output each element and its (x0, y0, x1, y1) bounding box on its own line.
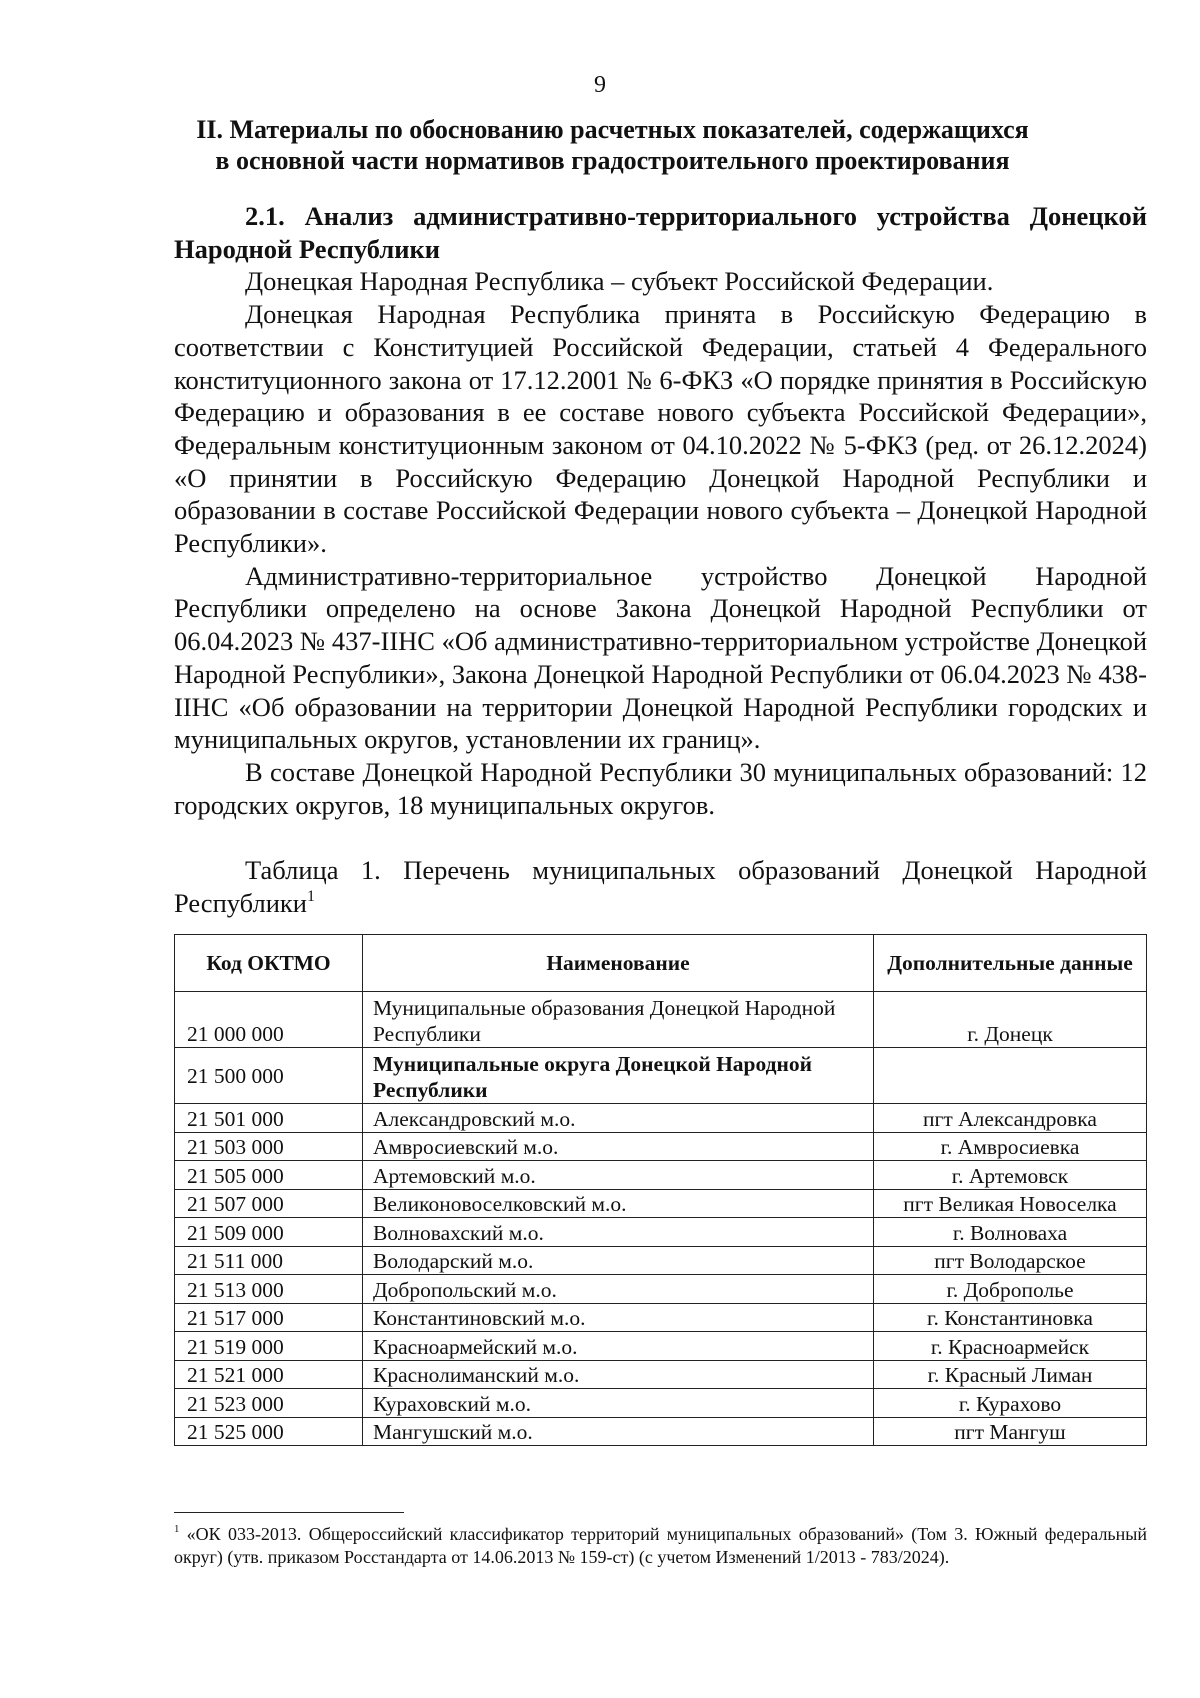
cell-name: Володарский м.о. (363, 1246, 874, 1275)
cell-name: Краснолиманский м.о. (363, 1360, 874, 1389)
cell-extra: г. Артемовск (874, 1161, 1147, 1190)
paragraph-4: В составе Донецкой Народной Республики 30 муниципальных образований: 12 городских округов, 18 муниципальных округов. (174, 756, 1147, 820)
cell-code: 21 505 000 (175, 1161, 363, 1190)
cell-code: 21 523 000 (175, 1389, 363, 1418)
section-title (160, 114, 1065, 176)
cell-code: 21 519 000 (175, 1332, 363, 1361)
table-row (175, 1303, 1147, 1332)
cell-extra: г. Курахово (874, 1389, 1147, 1418)
cell-code: 21 503 000 (175, 1132, 363, 1161)
header-code: Код ОКТМО (175, 935, 363, 992)
cell-name: Константиновский м.о. (363, 1303, 874, 1332)
cell-code: 21 517 000 (175, 1303, 363, 1332)
table-row (175, 1246, 1147, 1275)
cell-extra: г. Красноармейск (874, 1332, 1147, 1361)
cell-name: Муниципальные образования Донецкой Народной Республики (363, 992, 874, 1048)
cell-code: 21 511 000 (175, 1246, 363, 1275)
table-row (175, 1389, 1147, 1418)
cell-code: 21 521 000 (175, 1360, 363, 1389)
paragraph-1: Донецкая Народная Республика – субъект Российской Федерации. (245, 266, 994, 297)
table-row (175, 992, 1147, 1048)
table-row (175, 1417, 1147, 1446)
paragraph-3: Административно-территориальное устройство Донецкой Народной Республики определено на основе Закона Донецкой Народной Республики от 06.04.2023 № 437-IIНС «Об административно-территориальном устройстве Донецкой Народной Республики», Закона Донецкой Народной Республики от 06.04.2023 № 438-IIНС «Об образовании на территории Донецкой Народной Республики городских и муниципальных округов, установлении их границ». (174, 560, 1147, 755)
cell-name: Кураховский м.о. (363, 1389, 874, 1418)
cell-name: Мангушский м.о. (363, 1417, 874, 1446)
subsection-title: 2.1. Анализ административно-территориального устройства Донецкой Народной Республики (174, 201, 1147, 264)
table-row (175, 1332, 1147, 1361)
cell-extra (874, 1048, 1147, 1104)
footnote-mark: 1 (174, 1522, 180, 1535)
table-row (175, 1189, 1147, 1218)
municipalities-table (174, 934, 1147, 1446)
table-header-row (175, 935, 1147, 992)
cell-name: Волновахский м.о. (363, 1218, 874, 1247)
cell-name: Артемовский м.о. (363, 1161, 874, 1190)
cell-name: Великоновоселковский м.о. (363, 1189, 874, 1218)
header-extra: Дополнительные данные (874, 935, 1147, 992)
table-row (175, 1104, 1147, 1133)
cell-name: Амвросиевский м.о. (363, 1132, 874, 1161)
paragraph-2: Донецкая Народная Республика принята в Российскую Федерацию в соответствии с Конституцией Российской Федерации, статьей 4 Федерального конституционного закона от 17.12.2001 № 6-ФКЗ «О порядке принятия в Российскую Федерацию и образования в ее составе нового субъекта Российской Федерации», Федеральным конституционным законом от 04.10.2022 № 5-ФКЗ (ред. от 26.12.2024) «О принятии в Российскую Федерацию Донецкой Народной Республики и образовании в составе Российской Федерации нового субъекта – Донецкой Народной Республики». (174, 299, 1147, 559)
cell-name: Добропольский м.о. (363, 1275, 874, 1304)
cell-extra: г. Красный Лиман (874, 1360, 1147, 1389)
table-caption-text: Таблица 1. Перечень муниципальных образований Донецкой Народной Республики (174, 855, 1147, 919)
cell-code: 21 501 000 (175, 1104, 363, 1133)
cell-extra: г. Донецк (874, 992, 1147, 1048)
table-row (175, 1218, 1147, 1247)
footnote (174, 1523, 1147, 1569)
cell-code: 21 525 000 (175, 1417, 363, 1446)
page-number: 9 (594, 72, 606, 98)
cell-code: 21 509 000 (175, 1218, 363, 1247)
cell-code: 21 507 000 (175, 1189, 363, 1218)
section-title-line-1: II. Материалы по обоснованию расчетных показателей, содержащихся (196, 115, 1029, 144)
cell-name: Александровский м.о. (363, 1104, 874, 1133)
table-row (175, 1161, 1147, 1190)
footnote-text: «ОК 033-2013. Общероссийский классификатор территорий муниципальных образований» (Том 3. Южный федеральный округ) (утв. приказом Росстандарта от 14.06.2013 № 159-ст) (с учетом Изменений 1/2013 - 783/2024). (174, 1524, 1147, 1567)
cell-code: 21 000 000 (175, 992, 363, 1048)
table-caption-footnote-ref: 1 (306, 887, 315, 905)
table-row (175, 1360, 1147, 1389)
cell-extra: г. Амвросиевка (874, 1132, 1147, 1161)
table-row (175, 1132, 1147, 1161)
cell-name: Муниципальные округа Донецкой Народной Республики (363, 1048, 874, 1104)
cell-code: 21 500 000 (175, 1048, 363, 1104)
document-body (174, 200, 1147, 920)
table-row (175, 1275, 1147, 1304)
cell-extra: г. Волноваха (874, 1218, 1147, 1247)
section-title-line-2: в основной части нормативов градостроительного проектирования (215, 146, 1010, 175)
cell-extra: пгт Великая Новоселка (874, 1189, 1147, 1218)
header-name: Наименование (363, 935, 874, 992)
cell-name: Красноармейский м.о. (363, 1332, 874, 1361)
cell-extra: г. Доброполье (874, 1275, 1147, 1304)
cell-extra: пгт Мангуш (874, 1417, 1147, 1446)
footnote-separator (174, 1512, 404, 1513)
cell-extra: г. Константиновка (874, 1303, 1147, 1332)
table-caption (174, 854, 1147, 919)
table-row (175, 1048, 1147, 1104)
cell-code: 21 513 000 (175, 1275, 363, 1304)
cell-extra: пгт Александровка (874, 1104, 1147, 1133)
cell-extra: пгт Володарское (874, 1246, 1147, 1275)
